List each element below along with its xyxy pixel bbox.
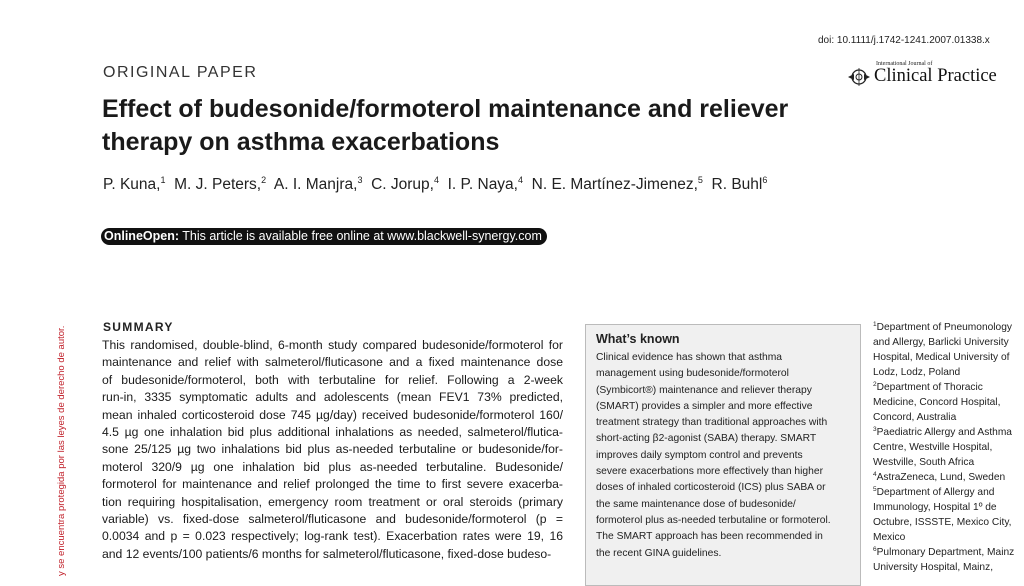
affiliation-line <box>873 500 1023 515</box>
affiliation-text: AstraZeneca, Lund, Sweden <box>876 472 1006 483</box>
whats-known-line: treatment strategy than traditional approaches with <box>596 417 828 429</box>
author <box>274 176 363 193</box>
affiliation-line <box>873 380 1023 395</box>
summary-line: sone 25/125 µg two inhalations bid plus as-needed terbutaline or budesonide/for- <box>102 442 563 457</box>
online-open-label: OnlineOpen: <box>104 229 179 243</box>
article-title: Effect of budesonide/formoterol maintenance and reliever therapy on asthma exacerbations <box>102 95 789 156</box>
author-name: P. Kuna, <box>103 176 161 193</box>
affiliation-text: Department of Thoracic <box>876 382 983 393</box>
journal-name: Clinical Practice <box>874 66 997 86</box>
affiliation-marker: 6 <box>873 546 877 553</box>
whats-known-line: management using budesonide/formoterol <box>596 368 789 380</box>
author-name: R. Buhl <box>711 176 763 193</box>
author <box>712 176 768 193</box>
affiliation-text: Mexico <box>873 532 906 543</box>
affiliation-line <box>873 440 1023 455</box>
author-affiliation-marker: 5 <box>697 175 703 185</box>
affiliation-line <box>873 425 1023 440</box>
online-open-badge[interactable] <box>101 228 547 245</box>
whats-known-line: The SMART approach has been recommended in <box>596 531 823 543</box>
affiliation-marker: 4 <box>873 471 877 478</box>
author <box>371 176 439 193</box>
affiliation-marker: 2 <box>873 381 877 388</box>
affiliation-line <box>873 395 1023 410</box>
whats-known-line: Clinical evidence has shown that asthma <box>596 352 783 363</box>
summary-line: variable) vs. fixed-dose salmeterol/fluticasone and budesonide/formoterol (p = <box>102 512 563 527</box>
summary-line: 4.5 µg one inhalation bid plus additional inhalations as needed, salmeterol/flutica- <box>102 425 563 440</box>
online-open-text[interactable]: This article is available free online at www.blackwell-synergy.com <box>182 229 542 243</box>
whats-known-line: severe exacerbations more effectively than higher <box>596 466 824 478</box>
affiliation-line <box>873 455 1023 470</box>
side-copyright-notice: y se encuentra protegida por las leyes de derecho de autor. <box>56 325 67 576</box>
affiliation-text: Concord, Australia <box>873 412 957 423</box>
affiliation-text: and Allergy, Barlicki University <box>873 337 1009 348</box>
author <box>532 176 703 193</box>
affiliation-line <box>873 485 1023 500</box>
affiliation-line <box>873 320 1023 335</box>
affiliation-line <box>873 470 1023 485</box>
affiliation-text: Hospital, Medical University of <box>873 352 1010 363</box>
affiliation-marker: 3 <box>873 426 877 433</box>
author-name: M. J. Peters, <box>174 176 262 193</box>
affiliation-line <box>873 335 1023 350</box>
whats-known-line: (Symbicort®) maintenance and reliever therapy <box>596 384 812 396</box>
affiliation-line <box>873 515 1023 530</box>
author-affiliation-marker: 3 <box>357 175 363 185</box>
journal-small-line: International Journal of <box>876 61 933 67</box>
summary-line: and 12 events/100 patients/6 months for salmeterol/fluticasone, fixed-dose budeso- <box>102 546 552 561</box>
whats-known-line: the same maintenance dose of budesonide/ <box>596 498 796 510</box>
whats-known-text <box>596 350 854 562</box>
affiliation-line <box>873 365 1023 380</box>
affiliation-text: Department of Allergy and <box>876 487 995 498</box>
affiliation-text: Westville, South Africa <box>873 457 975 468</box>
affiliation-text: Medicine, Concord Hospital, <box>873 397 1001 408</box>
journal-emblem-icon <box>846 66 872 88</box>
author-affiliation-marker: 4 <box>433 175 439 185</box>
summary-line: tion requiring hospitalisation, emergency room treatment or oral steroids (primary <box>102 494 563 509</box>
author-name: I. P. Naya, <box>447 176 518 193</box>
affiliation-text: Octubre, ISSSTE, Mexico City, <box>873 517 1012 528</box>
author <box>103 176 165 193</box>
author-affiliation-marker: 2 <box>261 175 267 185</box>
affiliation-line <box>873 560 1023 575</box>
summary-line: moterol 320/9 µg one inhalation bid plus as-needed terbutaline. Budesonide/ <box>102 459 563 474</box>
section-label: ORIGINAL PAPER <box>103 64 258 81</box>
doi-text[interactable]: doi: 10.1111/j.1742-1241.2007.01338.x <box>818 35 990 46</box>
affiliation-line <box>873 545 1023 560</box>
affiliation-marker: 5 <box>873 486 877 493</box>
summary-line: This randomised, double-blind, 6-month study compared budesonide/formoterol for <box>102 338 563 352</box>
affiliation-text: Immunology, Hospital 1º de <box>873 502 997 513</box>
affiliation-line <box>873 350 1023 365</box>
author-affiliation-marker: 6 <box>762 175 768 185</box>
whats-known-line: the recent GINA guidelines. <box>596 547 722 559</box>
author-affiliation-marker: 4 <box>518 175 524 185</box>
summary-line: formoterol for maintenance and relief prolonged the time to first severe exacerba- <box>102 477 563 492</box>
whats-known-box <box>585 324 861 586</box>
affiliation-line <box>873 410 1023 425</box>
summary-line: of budesonide/formoterol, both with terbutaline for relief. Following a 2-week <box>102 372 563 387</box>
whats-known-line: (SMART) provides a simpler and more effective <box>596 400 813 412</box>
affiliation-marker: 1 <box>873 321 877 328</box>
whats-known-line: formoterol plus as-needed terbutaline or formoterol. <box>596 514 831 526</box>
summary-text <box>102 337 563 563</box>
summary-line: run-in, 3335 symptomatic adults and adolescents (mean FEV1 73% predicted, <box>102 390 563 405</box>
author-affiliation-marker: 1 <box>160 175 166 185</box>
whats-known-line: doses of inhaled corticosteroid (ICS) plus SABA or <box>596 482 826 494</box>
affiliation-line <box>873 530 1023 545</box>
author <box>448 176 523 193</box>
affiliation-text: Paediatric Allergy and Asthma <box>876 427 1012 438</box>
author-name: C. Jorup, <box>371 176 434 193</box>
whats-known-line: improves daily symptom control and prevents <box>596 449 803 461</box>
summary-line: 0.0034 and p = 0.023 respectively; log-rank test). Exacerbation rates were 19, 16 <box>102 529 563 544</box>
whats-known-line: short-acting β2-agonist (SABA) therapy. SMART <box>596 433 817 445</box>
affiliation-text: Pulmonary Department, Mainz <box>876 547 1015 558</box>
affiliation-text: University Hospital, Mainz, <box>873 562 994 573</box>
affiliation-text: Centre, Westville Hospital, <box>873 442 993 453</box>
affiliation-text: Lodz, Lodz, Poland <box>873 367 961 378</box>
whats-known-heading: What’s known <box>596 332 680 346</box>
summary-line: maintenance and relief with salmeterol/fluticasone and a fixed maintenance dose <box>102 355 563 370</box>
author-name: N. E. Martínez-Jimenez, <box>531 176 698 193</box>
summary-heading: SUMMARY <box>103 320 174 334</box>
affiliation-text: Department of Pneumonology <box>876 322 1012 333</box>
author <box>174 176 266 193</box>
author-list <box>103 176 767 194</box>
author-name: A. I. Manjra, <box>273 176 358 193</box>
summary-line: mean inhaled corticosteroid dose 745 µg/day) received budesonide/formoterol 160/ <box>102 407 563 422</box>
affiliations-list <box>873 320 1023 575</box>
